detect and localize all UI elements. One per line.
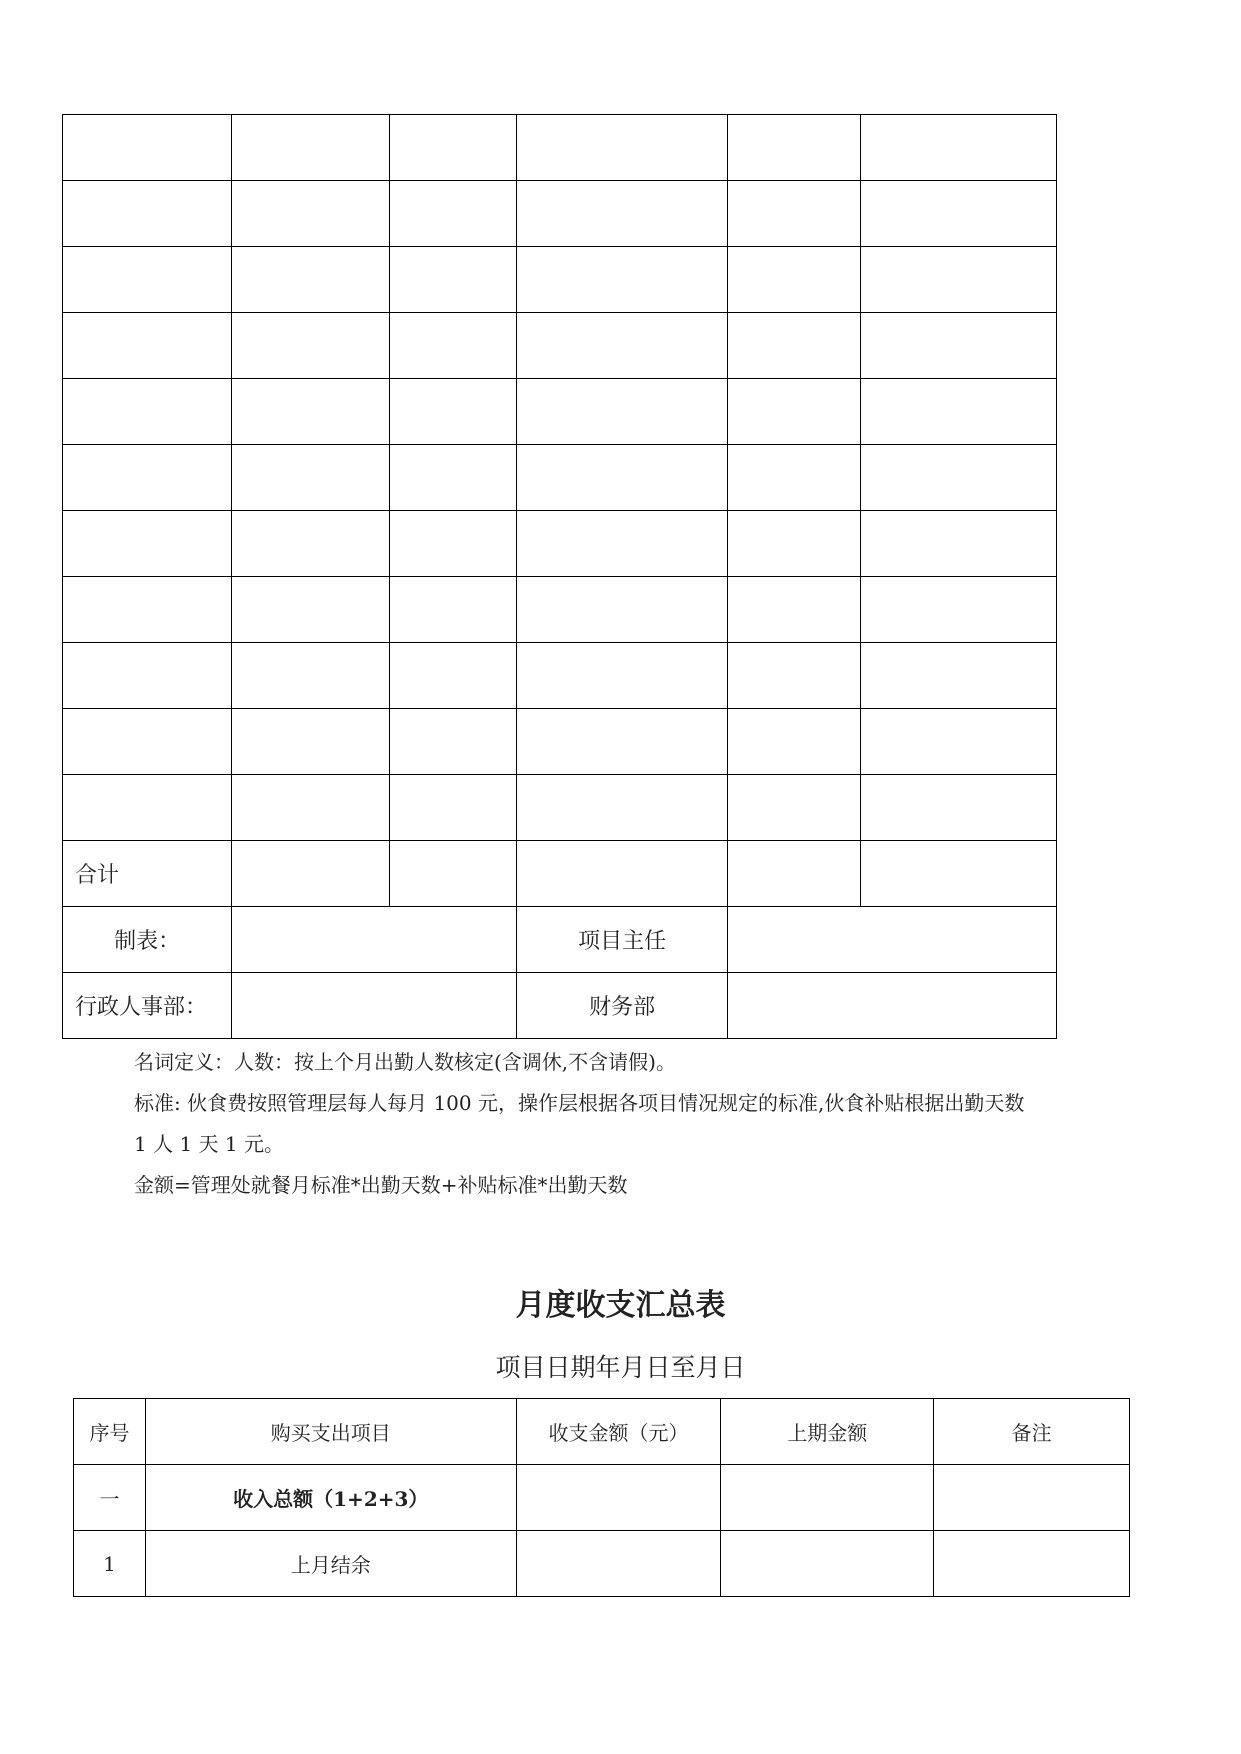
note-line-3: 1 人 1 天 1 元。 [134, 1132, 284, 1156]
table-cell [63, 445, 232, 511]
table-cell [860, 247, 1056, 313]
table-row [74, 1465, 1130, 1531]
signature-label: 制表： [63, 907, 232, 973]
table-cell [389, 643, 516, 709]
table-row [63, 709, 1057, 775]
table-cell [728, 841, 860, 907]
table-cell [516, 775, 727, 841]
table-row [63, 511, 1057, 577]
note-line-4: 金额=管理处就餐月标准*出勤天数+补贴标准*出勤天数 [134, 1173, 628, 1197]
table-cell [860, 181, 1056, 247]
table-cell [63, 775, 232, 841]
table-cell [389, 841, 516, 907]
table-cell [860, 709, 1056, 775]
table-row [63, 643, 1057, 709]
table-cell [63, 247, 232, 313]
row-seq: 1 [74, 1531, 146, 1597]
table-cell [860, 379, 1056, 445]
table-cell [516, 115, 727, 181]
table-cell [516, 1465, 721, 1531]
table-cell [728, 379, 860, 445]
table-cell [516, 247, 727, 313]
table-cell [516, 643, 727, 709]
signature-field [232, 907, 517, 973]
table-cell [63, 115, 232, 181]
total-row [63, 841, 1057, 907]
table-cell [728, 445, 860, 511]
approver-label: 项目主任 [516, 907, 727, 973]
table-row [63, 115, 1057, 181]
table-cell [232, 511, 389, 577]
table-cell [389, 445, 516, 511]
table-cell [728, 313, 860, 379]
table-cell [860, 841, 1056, 907]
table-cell [63, 643, 232, 709]
table-cell [728, 775, 860, 841]
table-cell [860, 775, 1056, 841]
table-cell [721, 1465, 934, 1531]
table-row [74, 1531, 1130, 1597]
summary-subtitle: 项目日期年月日至月日 [495, 1353, 746, 1382]
table-cell [389, 511, 516, 577]
table-cell [63, 313, 232, 379]
note-line-1: 名词定义：人数：按上个月出勤人数核定(含调休,不含请假)。 [134, 1050, 676, 1074]
table-cell [728, 511, 860, 577]
approver-field [728, 973, 1057, 1039]
row-item: 收入总额（1+2+3） [145, 1465, 516, 1531]
table-cell [232, 181, 389, 247]
table-row [63, 775, 1057, 841]
table-cell [389, 115, 516, 181]
header-prev: 上期金额 [721, 1399, 934, 1465]
table-cell [728, 709, 860, 775]
header-item: 购买支出项目 [145, 1399, 516, 1465]
header-seq: 序号 [74, 1399, 146, 1465]
table-cell [232, 841, 389, 907]
table-row [63, 445, 1057, 511]
table-cell [516, 511, 727, 577]
table-cell [232, 313, 389, 379]
table-row [63, 379, 1057, 445]
table-cell [728, 247, 860, 313]
summary-table [73, 1398, 1130, 1597]
table-cell [389, 313, 516, 379]
table-cell [934, 1531, 1130, 1597]
table-cell [63, 577, 232, 643]
table-cell [389, 577, 516, 643]
table-cell [721, 1531, 934, 1597]
table-cell [516, 379, 727, 445]
table-cell [860, 445, 1056, 511]
table-cell [389, 379, 516, 445]
table-cell [860, 511, 1056, 577]
table-cell [232, 643, 389, 709]
note-line-2: 标准: 伙食费按照管理层每人每月 100 元，操作层根据各项目情况规定的标准,伙食补贴根据出勤天数 [134, 1091, 1025, 1115]
table-cell [516, 1531, 721, 1597]
table-cell [728, 577, 860, 643]
table-row [63, 577, 1057, 643]
table-cell [516, 709, 727, 775]
table-cell [934, 1465, 1130, 1531]
table-cell [389, 775, 516, 841]
table-cell [389, 709, 516, 775]
signature-field [232, 973, 517, 1039]
table-cell [516, 577, 727, 643]
total-label: 合计 [63, 841, 232, 907]
table-row [63, 247, 1057, 313]
header-remark: 备注 [934, 1399, 1130, 1465]
signature-row [63, 973, 1057, 1039]
table-cell [232, 115, 389, 181]
table-cell [516, 313, 727, 379]
table-cell [389, 181, 516, 247]
table-row [63, 181, 1057, 247]
summary-title: 月度收支汇总表 [515, 1288, 726, 1323]
table-cell [728, 643, 860, 709]
signature-row [63, 907, 1057, 973]
row-item: 上月结余 [145, 1531, 516, 1597]
signature-label: 行政人事部： [63, 973, 232, 1039]
table-cell [63, 709, 232, 775]
table-cell [232, 247, 389, 313]
header-amount: 收支金额（元） [516, 1399, 721, 1465]
table-cell [232, 379, 389, 445]
meal-subsidy-table [62, 114, 1057, 1039]
table-cell [728, 115, 860, 181]
definition-notes [134, 1042, 1024, 1206]
approver-field [728, 907, 1057, 973]
table-cell [63, 511, 232, 577]
table-row [63, 313, 1057, 379]
table-cell [232, 775, 389, 841]
table-cell [63, 181, 232, 247]
table-cell [232, 577, 389, 643]
table-cell [516, 445, 727, 511]
approver-label: 财务部 [516, 973, 727, 1039]
table-cell [728, 181, 860, 247]
table-cell [860, 115, 1056, 181]
table-cell [860, 577, 1056, 643]
table-cell [63, 379, 232, 445]
summary-header-row [74, 1399, 1130, 1465]
table-cell [516, 841, 727, 907]
table-cell [860, 643, 1056, 709]
row-seq: 一 [74, 1465, 146, 1531]
table-cell [860, 313, 1056, 379]
table-cell [232, 709, 389, 775]
table-cell [232, 445, 389, 511]
table-cell [389, 247, 516, 313]
table-cell [516, 181, 727, 247]
